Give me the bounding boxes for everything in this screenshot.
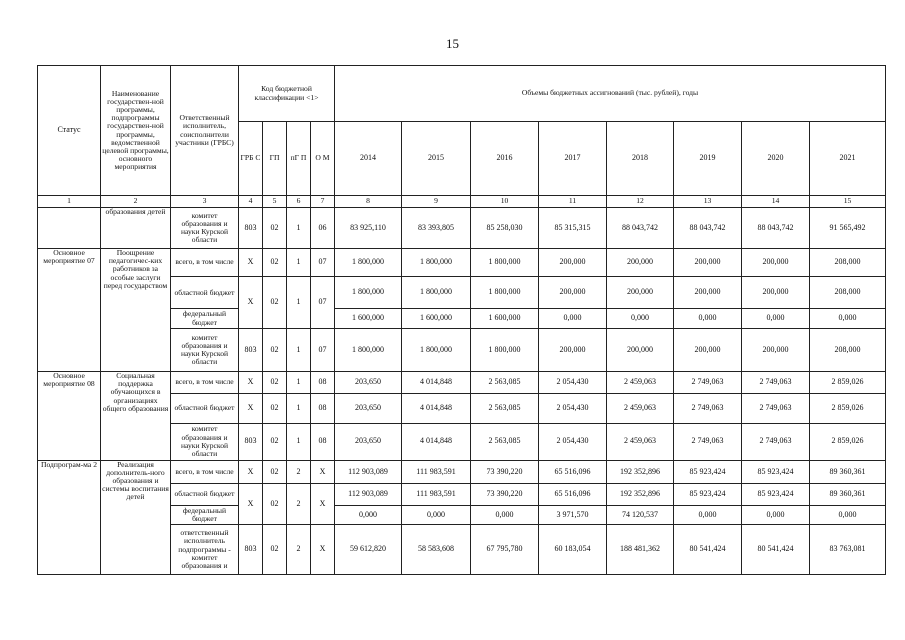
value-cell: 65 516,096 <box>539 484 607 506</box>
value-cell: 2 054,430 <box>539 372 607 394</box>
value-cell: 200,000 <box>539 249 607 277</box>
column-number: 11 <box>539 196 607 208</box>
executor-cell: комитет образования и науки Курской области <box>171 328 239 371</box>
value-cell: 2 459,063 <box>607 372 674 394</box>
value-cell: 2 859,026 <box>810 372 886 394</box>
code-gp-cell: 02 <box>263 208 287 249</box>
program-name-cell: Социальная поддержка обучающихся в организациях общего образования <box>101 372 171 460</box>
value-cell: 4 014,848 <box>402 423 471 460</box>
value-cell: 200,000 <box>539 328 607 371</box>
value-cell: 88 043,742 <box>742 208 810 249</box>
value-cell: 83 393,805 <box>402 208 471 249</box>
value-cell: 2 749,063 <box>742 393 810 423</box>
value-cell: 203,650 <box>335 423 402 460</box>
value-cell: 0,000 <box>471 505 539 524</box>
value-cell: 2 459,063 <box>607 393 674 423</box>
value-cell: 2 749,063 <box>742 423 810 460</box>
header-code: ГРБ С <box>239 122 263 196</box>
code-om-cell: 08 <box>311 372 335 394</box>
header-year: 2018 <box>607 122 674 196</box>
code-om-cell: Х <box>311 460 335 484</box>
value-cell: 4 014,848 <box>402 393 471 423</box>
value-cell: 203,650 <box>335 393 402 423</box>
code-grbs-cell: Х <box>239 460 263 484</box>
code-grbs-cell: 803 <box>239 328 263 371</box>
header-year: 2017 <box>539 122 607 196</box>
value-cell: 0,000 <box>742 309 810 328</box>
value-cell: 2 749,063 <box>674 393 742 423</box>
executor-cell: областной бюджет <box>171 484 239 506</box>
code-om-cell: 07 <box>311 277 335 329</box>
program-name-cell: образования детей <box>101 208 171 249</box>
executor-cell: областной бюджет <box>171 393 239 423</box>
value-cell: 80 541,424 <box>674 525 742 575</box>
header-year: 2019 <box>674 122 742 196</box>
status-cell <box>38 208 101 249</box>
value-cell: 0,000 <box>742 505 810 524</box>
value-cell: 1 800,000 <box>402 249 471 277</box>
column-number: 9 <box>402 196 471 208</box>
code-grbs-cell: 803 <box>239 525 263 575</box>
value-cell: 2 563,085 <box>471 372 539 394</box>
code-pgp-cell: 1 <box>287 372 311 394</box>
code-om-cell: 07 <box>311 249 335 277</box>
value-cell: 200,000 <box>674 249 742 277</box>
executor-cell: комитет образования и науки Курской области <box>171 208 239 249</box>
value-cell: 111 983,591 <box>402 484 471 506</box>
value-cell: 83 763,081 <box>810 525 886 575</box>
code-pgp-cell: 1 <box>287 393 311 423</box>
code-grbs-cell: 803 <box>239 423 263 460</box>
value-cell: 85 923,424 <box>742 460 810 484</box>
executor-cell: всего, в том числе <box>171 372 239 394</box>
value-cell: 112 903,089 <box>335 484 402 506</box>
value-cell: 89 360,361 <box>810 484 886 506</box>
header-year: 2021 <box>810 122 886 196</box>
column-number: 4 <box>239 196 263 208</box>
value-cell: 2 859,026 <box>810 393 886 423</box>
header-year: 2015 <box>402 122 471 196</box>
code-gp-cell: 02 <box>263 460 287 484</box>
code-grbs-cell: 803 <box>239 208 263 249</box>
value-cell: 89 360,361 <box>810 460 886 484</box>
value-cell: 203,650 <box>335 372 402 394</box>
column-number: 7 <box>311 196 335 208</box>
code-om-cell: 06 <box>311 208 335 249</box>
value-cell: 2 749,063 <box>742 372 810 394</box>
value-cell: 74 120,537 <box>607 505 674 524</box>
value-cell: 2 859,026 <box>810 423 886 460</box>
code-om-cell: Х <box>311 525 335 575</box>
value-cell: 2 749,063 <box>674 423 742 460</box>
value-cell: 3 971,570 <box>539 505 607 524</box>
executor-cell: всего, в том числе <box>171 460 239 484</box>
status-cell: Основное мероприятие 07 <box>38 249 101 372</box>
table-row <box>38 372 886 394</box>
value-cell: 59 612,820 <box>335 525 402 575</box>
value-cell: 200,000 <box>742 328 810 371</box>
column-number: 3 <box>171 196 239 208</box>
code-pgp-cell: 1 <box>287 423 311 460</box>
value-cell: 188 481,362 <box>607 525 674 575</box>
value-cell: 0,000 <box>335 505 402 524</box>
value-cell: 73 390,220 <box>471 484 539 506</box>
value-cell: 200,000 <box>674 328 742 371</box>
value-cell: 2 563,085 <box>471 423 539 460</box>
column-number: 10 <box>471 196 539 208</box>
code-pgp-cell: 2 <box>287 460 311 484</box>
code-pgp-cell: 2 <box>287 484 311 525</box>
value-cell: 200,000 <box>607 277 674 309</box>
value-cell: 73 390,220 <box>471 460 539 484</box>
value-cell: 0,000 <box>607 309 674 328</box>
header-status: Статус <box>38 66 101 196</box>
value-cell: 65 516,096 <box>539 460 607 484</box>
code-gp-cell: 02 <box>263 249 287 277</box>
header-volumes: Объемы бюджетных ассигнований (тыс. рублей), годы <box>335 66 886 122</box>
value-cell: 85 258,030 <box>471 208 539 249</box>
value-cell: 2 054,430 <box>539 423 607 460</box>
value-cell: 208,000 <box>810 277 886 309</box>
column-number: 13 <box>674 196 742 208</box>
code-grbs-cell: Х <box>239 277 263 329</box>
value-cell: 2 563,085 <box>471 393 539 423</box>
code-pgp-cell: 2 <box>287 525 311 575</box>
code-grbs-cell: Х <box>239 393 263 423</box>
executor-cell: ответственный исполнитель подпрограммы - комитет образования и <box>171 525 239 575</box>
executor-cell: областной бюджет <box>171 277 239 309</box>
header-code: пГ П <box>287 122 311 196</box>
code-gp-cell: 02 <box>263 393 287 423</box>
value-cell: 1 800,000 <box>335 328 402 371</box>
page-number: 15 <box>446 36 459 51</box>
code-gp-cell: 02 <box>263 484 287 525</box>
code-gp-cell: 02 <box>263 525 287 575</box>
code-pgp-cell: 1 <box>287 208 311 249</box>
value-cell: 85 923,424 <box>742 484 810 506</box>
value-cell: 200,000 <box>674 277 742 309</box>
column-number: 8 <box>335 196 402 208</box>
value-cell: 200,000 <box>539 277 607 309</box>
code-gp-cell: 02 <box>263 423 287 460</box>
column-number: 12 <box>607 196 674 208</box>
value-cell: 60 183,054 <box>539 525 607 575</box>
header-bcc: Код бюджетной классификации <1> <box>239 66 335 122</box>
header-year: 2020 <box>742 122 810 196</box>
value-cell: 4 014,848 <box>402 372 471 394</box>
header-code: О М <box>311 122 335 196</box>
value-cell: 1 600,000 <box>335 309 402 328</box>
code-om-cell: 08 <box>311 423 335 460</box>
executor-cell: федеральный бюджет <box>171 505 239 524</box>
value-cell: 80 541,424 <box>742 525 810 575</box>
executor-cell: всего, в том числе <box>171 249 239 277</box>
column-number: 1 <box>38 196 101 208</box>
header-year: 2016 <box>471 122 539 196</box>
header-year: 2014 <box>335 122 402 196</box>
value-cell: 111 983,591 <box>402 460 471 484</box>
value-cell: 0,000 <box>810 309 886 328</box>
value-cell: 200,000 <box>742 249 810 277</box>
value-cell: 2 459,063 <box>607 423 674 460</box>
value-cell: 208,000 <box>810 249 886 277</box>
value-cell: 208,000 <box>810 328 886 371</box>
value-cell: 1 800,000 <box>471 328 539 371</box>
column-number: 5 <box>263 196 287 208</box>
value-cell: 1 800,000 <box>402 328 471 371</box>
value-cell: 2 749,063 <box>674 372 742 394</box>
value-cell: 200,000 <box>607 328 674 371</box>
value-cell: 192 352,896 <box>607 484 674 506</box>
executor-cell: комитет образования и науки Курской области <box>171 423 239 460</box>
value-cell: 1 600,000 <box>471 309 539 328</box>
value-cell: 0,000 <box>674 309 742 328</box>
code-om-cell: Х <box>311 484 335 525</box>
column-number: 15 <box>810 196 886 208</box>
header-code: ГП <box>263 122 287 196</box>
value-cell: 83 925,110 <box>335 208 402 249</box>
header-program-name: Наименование государствен-ной программы, подпрограммы государствен-ной программы, ведомственной целевой программы, основного мероприятия <box>101 66 171 196</box>
executor-cell: федеральный бюджет <box>171 309 239 328</box>
value-cell: 1 600,000 <box>402 309 471 328</box>
table-row <box>38 249 886 277</box>
column-number: 6 <box>287 196 311 208</box>
code-pgp-cell: 1 <box>287 277 311 329</box>
value-cell: 58 583,608 <box>402 525 471 575</box>
code-pgp-cell: 1 <box>287 249 311 277</box>
code-om-cell: 08 <box>311 393 335 423</box>
column-number: 14 <box>742 196 810 208</box>
value-cell: 85 315,315 <box>539 208 607 249</box>
value-cell: 200,000 <box>607 249 674 277</box>
value-cell: 1 800,000 <box>335 249 402 277</box>
value-cell: 200,000 <box>742 277 810 309</box>
program-name-cell: Реализация дополнитель-ного образования и системы воспитания детей <box>101 460 171 574</box>
code-gp-cell: 02 <box>263 372 287 394</box>
value-cell: 67 795,780 <box>471 525 539 575</box>
status-cell: Основное мероприятие 08 <box>38 372 101 460</box>
value-cell: 91 565,492 <box>810 208 886 249</box>
value-cell: 1 800,000 <box>471 249 539 277</box>
code-gp-cell: 02 <box>263 277 287 329</box>
code-pgp-cell: 1 <box>287 328 311 371</box>
budget-table <box>37 65 886 575</box>
value-cell: 1 800,000 <box>335 277 402 309</box>
value-cell: 88 043,742 <box>607 208 674 249</box>
code-gp-cell: 02 <box>263 328 287 371</box>
value-cell: 0,000 <box>539 309 607 328</box>
value-cell: 85 923,424 <box>674 484 742 506</box>
value-cell: 112 903,089 <box>335 460 402 484</box>
value-cell: 0,000 <box>674 505 742 524</box>
column-number: 2 <box>101 196 171 208</box>
code-grbs-cell: Х <box>239 372 263 394</box>
value-cell: 2 054,430 <box>539 393 607 423</box>
value-cell: 192 352,896 <box>607 460 674 484</box>
value-cell: 0,000 <box>810 505 886 524</box>
status-cell: Подпрограм-ма 2 <box>38 460 101 574</box>
table-row <box>38 460 886 484</box>
code-om-cell: 07 <box>311 328 335 371</box>
program-name-cell: Поощрение педагогичес-ких работников за особые заслуги перед государством <box>101 249 171 372</box>
header-executor: Ответственный исполнитель, соисполнители участники (ГРБС) <box>171 66 239 196</box>
value-cell: 88 043,742 <box>674 208 742 249</box>
value-cell: 1 800,000 <box>471 277 539 309</box>
code-grbs-cell: Х <box>239 484 263 525</box>
code-grbs-cell: Х <box>239 249 263 277</box>
value-cell: 0,000 <box>402 505 471 524</box>
value-cell: 85 923,424 <box>674 460 742 484</box>
value-cell: 1 800,000 <box>402 277 471 309</box>
table-row <box>38 208 886 249</box>
